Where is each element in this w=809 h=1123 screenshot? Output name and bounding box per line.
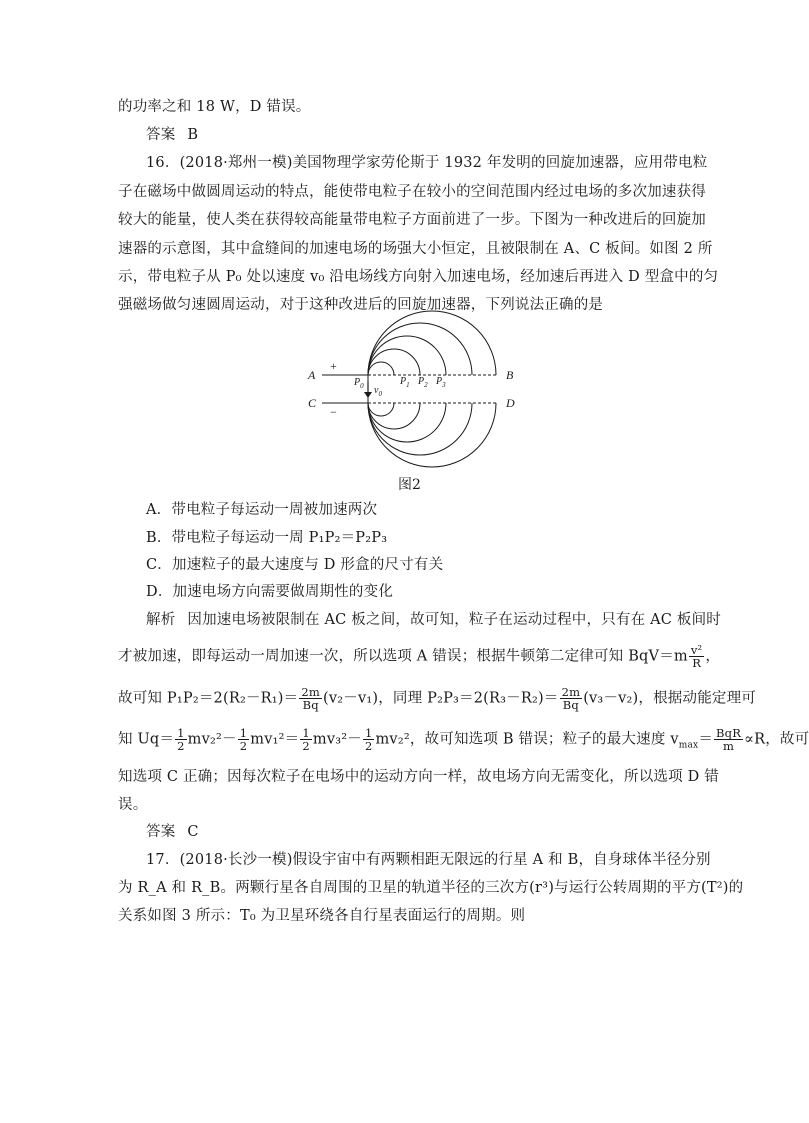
option-D: D．加速电场方向需要做周期性的变化 bbox=[146, 584, 394, 600]
q16-line-4: 速器的示意图，其中盒缝间的加速电场的场强大小恒定，且被限制在 A、C 板间。如图 2 所 bbox=[118, 241, 713, 257]
question-number: 17． bbox=[146, 852, 180, 868]
q16-line-5: 示，带电粒子从 P₀ 处以速度 v₀ 沿电场线方向射入加速电场，经加速后再进入 D 型盒中的匀 bbox=[118, 269, 719, 285]
label-P1: $P_1$ bbox=[400, 376, 410, 389]
q17-line-1: 17．(2018·长沙一模)假设宇宙中有两颗相距无限远的行星 A 和 B，自身球体半径分别 bbox=[146, 852, 711, 868]
q16-answer bbox=[146, 823, 199, 841]
q15-answer bbox=[146, 126, 198, 144]
fraction-half: $\frac{1}{2}$ bbox=[302, 726, 310, 753]
fraction-2m-over-Bq: $\frac{2m}{Bq}$ bbox=[301, 685, 320, 712]
option-C: C．加速粒子的最大速度与 D 形盒的尺寸有关 bbox=[146, 557, 444, 573]
option-B: B．带电粒子每运动一周 P₁P₂＝P₂P₃ bbox=[146, 530, 388, 546]
answer-label: 答案 bbox=[146, 127, 176, 143]
analysis-line-5: 知选项 C 正确；因每次粒子在电场中的运动方向一样，故电场方向无需变化，所以选项 D 错 bbox=[118, 769, 719, 785]
q16-line-1: 16．(2018·郑州一模)美国物理学家劳伦斯于 1932 年发明的回旋加速器，应用带电粒 bbox=[146, 155, 708, 171]
plus-sign: + bbox=[330, 359, 337, 373]
label-P0: $P_0$ bbox=[354, 377, 364, 390]
figure-caption: 图2 bbox=[398, 477, 421, 493]
q16-line-6: 强磁场做匀速圆周运动，对于这种改进后的回旋加速器，下列说法正确的是 bbox=[118, 297, 604, 313]
analysis-label: 解析 bbox=[146, 612, 176, 628]
analysis-line-3: 故可知 P₁P₂＝2(R₂－R₁)＝ $\frac{2m}{Bq}$ (v₂－v₁)，同理 P₂P₃＝2(R₃－R₂)＝ $\frac{2m}{Bq}$ (v₃－v₂)，根据动能定理可 bbox=[118, 685, 757, 712]
q15-end-text: 的功率之和 18 W，D 错误。 bbox=[118, 99, 311, 115]
fraction-half: $\frac{1}{2}$ bbox=[177, 726, 185, 753]
fraction-half: $\frac{1}{2}$ bbox=[239, 726, 248, 753]
analysis-line-2: 才被加速，即每运动一周加速一次，所以选项 A 错误；根据牛顿第二定律可知 BqV＝m $\frac{\text{v²}}{R}$ ， bbox=[118, 643, 721, 670]
arrow-head-icon bbox=[364, 392, 372, 398]
question-source: (2018·长沙一模) bbox=[179, 852, 293, 868]
q17-line-3: 关系如图 3 所示：T₀ 为卫星环绕各自行星表面运行的周期。则 bbox=[118, 908, 526, 924]
question-number: 16． bbox=[146, 155, 180, 171]
minus-sign: − bbox=[330, 405, 337, 419]
label-C: C bbox=[308, 396, 317, 410]
label-B: B bbox=[506, 368, 514, 382]
fraction-BqR-over-m: $\frac{\text{BqR}}{m}$ bbox=[716, 726, 742, 753]
fraction-v2-over-R: $\frac{\text{v²}}{R}$ bbox=[690, 643, 703, 670]
q16-line-3: 较大的能量，使人类在获得较高能量带电粒子方面前进了一步。下图为一种改进后的回旋加 bbox=[118, 212, 706, 228]
analysis-line-4: 知 Uq＝ $\frac{1}{2}$ mv₂²－ $\frac{1}{2}$ mv₁²＝ $\frac{1}{2}$ mv₃²－ $\frac{1}{2}$ mv₂²，故可知选项 B 错误；粒子的最大速度 $v_{max}=$ $\frac{\text{BqR}}{m}$ ∝R，故可 bbox=[118, 726, 809, 753]
fraction-half: $\frac{1}{2}$ bbox=[364, 726, 373, 753]
label-v0: $v_0$ bbox=[374, 385, 382, 398]
label-D: D bbox=[506, 396, 515, 410]
analysis-line-6: 误。 bbox=[118, 797, 148, 813]
label-P2: $P_2$ bbox=[418, 376, 428, 389]
answer-value: C bbox=[187, 824, 199, 840]
answer-value: B bbox=[187, 127, 199, 143]
q16-line-2: 子在磁场中做圆周运动的特点，能使带电粒子在较小的空间范围内经过电场的多次加速获得 bbox=[118, 184, 706, 200]
analysis-line-1: 解析 因加速电场被限制在 AC 板之间，故可知，粒子在运动过程中，只有在 AC 板间时 bbox=[146, 612, 721, 628]
fraction-2m-over-Bq-2: $\frac{2m}{Bq}$ bbox=[561, 685, 581, 712]
question-source: (2018·郑州一模) bbox=[179, 155, 293, 171]
option-A: A．带电粒子每运动一周被加速两次 bbox=[146, 502, 378, 518]
q17-line-2: 为 R_A 和 R_B。两颗行星各自周围的卫星的轨道半径的三次方(r³)与运行公转周期的平方(T²)的 bbox=[118, 880, 744, 896]
answer-label: 答案 bbox=[146, 824, 176, 840]
label-P3: $P_3$ bbox=[436, 376, 446, 389]
label-A: A bbox=[308, 368, 316, 382]
cyclotron-figure bbox=[300, 312, 530, 472]
